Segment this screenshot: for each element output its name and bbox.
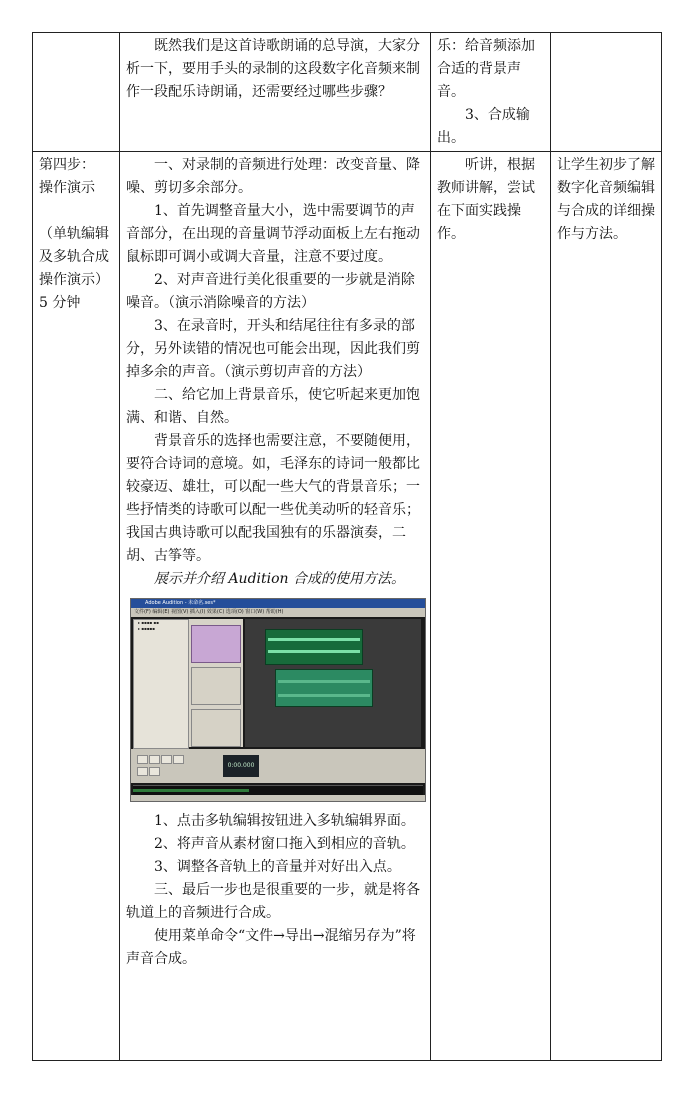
paragraph: 1、首先调整音量大小，选中需要调节的声音部分，在出现的音量调节浮动面板上左右拖动鼠标即可调小或调大音量，注意不要过度。 bbox=[126, 203, 420, 265]
time-display: 0:00.000 bbox=[223, 755, 259, 777]
stop-button bbox=[137, 755, 148, 764]
waveform bbox=[278, 680, 370, 683]
rewind-button bbox=[137, 767, 148, 776]
track-headers bbox=[189, 619, 243, 747]
pause-button bbox=[161, 755, 172, 764]
step-cell-empty bbox=[33, 33, 120, 152]
spacer bbox=[39, 200, 115, 223]
teacher-activity-cell bbox=[120, 33, 431, 152]
file-item: ▸ ▪▪▪▪ ▪▪ bbox=[138, 620, 159, 625]
step-duration: 5 分钟 bbox=[39, 295, 81, 311]
track-header bbox=[191, 625, 241, 663]
track-header bbox=[191, 709, 241, 747]
waveform bbox=[278, 694, 370, 697]
intent-cell bbox=[551, 152, 662, 1061]
table-row bbox=[33, 33, 662, 152]
teacher-activity-cell bbox=[120, 152, 431, 1061]
italic-caption: 展示并介绍 Audition 合成的使用方法。 bbox=[154, 571, 406, 587]
lesson-plan-table bbox=[32, 32, 662, 1061]
record-button bbox=[173, 755, 184, 764]
waveform bbox=[268, 650, 360, 653]
student-activity-text: 听讲，根据教师讲解，尝试在下面实践操作。 bbox=[437, 157, 535, 242]
forward-button bbox=[149, 767, 160, 776]
intent-cell-empty bbox=[551, 33, 662, 152]
paragraph: 二、给它加上背景音乐，使它听起来更加饱满、和谐、自然。 bbox=[126, 387, 420, 426]
step-description: （单轨编辑及多轨合成操作演示） bbox=[39, 226, 109, 288]
student-activity-cell bbox=[431, 152, 551, 1061]
question-paragraph: 既然我们是这首诗歌朗诵的总导演，大家分析一下，要用手头的录制的这段数字化音频来制作一段配乐诗朗诵，还需要经过哪些步骤？ bbox=[126, 38, 420, 100]
table-row bbox=[33, 152, 662, 1061]
answer-line-2: 3、合成输出。 bbox=[437, 107, 530, 146]
play-button bbox=[149, 755, 160, 764]
student-activity-cell bbox=[431, 33, 551, 152]
level-bar bbox=[133, 789, 249, 792]
file-item: ▸ ▪▪▪▪▪ bbox=[138, 626, 155, 631]
step-cell bbox=[33, 152, 120, 1061]
paragraph: 3、调整各音轨上的音量并对好出入点。 bbox=[154, 859, 401, 875]
paragraph: 一、对录制的音频进行处理：改变音量、降噪、剪切多余部分。 bbox=[126, 157, 420, 196]
step-title: 操作演示 bbox=[39, 180, 95, 196]
track-header bbox=[191, 667, 241, 705]
window-title: Adobe Audition - 未命名.ses* bbox=[131, 599, 425, 608]
multitrack-view bbox=[245, 619, 421, 747]
paragraph: 1、点击多轨编辑按钮进入多轨编辑界面。 bbox=[154, 813, 415, 829]
audition-screenshot bbox=[130, 598, 426, 802]
menu-bar: 文件(F) 编辑(E) 视图(V) 插入(I) 效果(C) 选项(O) 窗口(W) 帮助(H) bbox=[131, 608, 425, 617]
paragraph: 三、最后一步也是很重要的一步，就是将各轨道上的音频进行合成。 bbox=[126, 882, 420, 921]
intent-text: 让学生初步了解数字化音频编辑与合成的详细操作与方法。 bbox=[557, 157, 655, 242]
file-panel bbox=[133, 619, 189, 749]
paragraph: 背景音乐的选择也需要注意，不要随便用，要符合诗词的意境。如，毛泽东的诗词一般都比较豪迈、雄壮，可以配一些大气的背景音乐；一些抒情类的诗歌可以配一些优美动听的轻音乐；我国古典诗歌可以配我国独有的乐器演奏，二胡、古筝等。 bbox=[126, 433, 420, 564]
status-bar bbox=[131, 795, 425, 801]
audio-clip bbox=[275, 669, 373, 707]
paragraph: 3、在录音时，开头和结尾往往有多录的部分，另外读错的情况也可能会出现，因此我们剪掉多余的声音。（演示剪切声音的方法） bbox=[126, 318, 420, 380]
answer-line-1: 乐：给音频添加合适的背景声音。 bbox=[437, 38, 535, 100]
audio-clip bbox=[265, 629, 363, 665]
waveform bbox=[268, 638, 360, 641]
paragraph: 2、将声音从素材窗口拖入到相应的音轨。 bbox=[154, 836, 415, 852]
transport-panel bbox=[131, 749, 425, 783]
paragraph: 2、对声音进行美化很重要的一步就是消除噪音。（演示消除噪音的方法） bbox=[126, 272, 415, 311]
paragraph: 使用菜单命令“文件→导出→混缩另存为”将声音合成。 bbox=[126, 928, 416, 967]
step-label: 第四步： bbox=[39, 157, 95, 173]
